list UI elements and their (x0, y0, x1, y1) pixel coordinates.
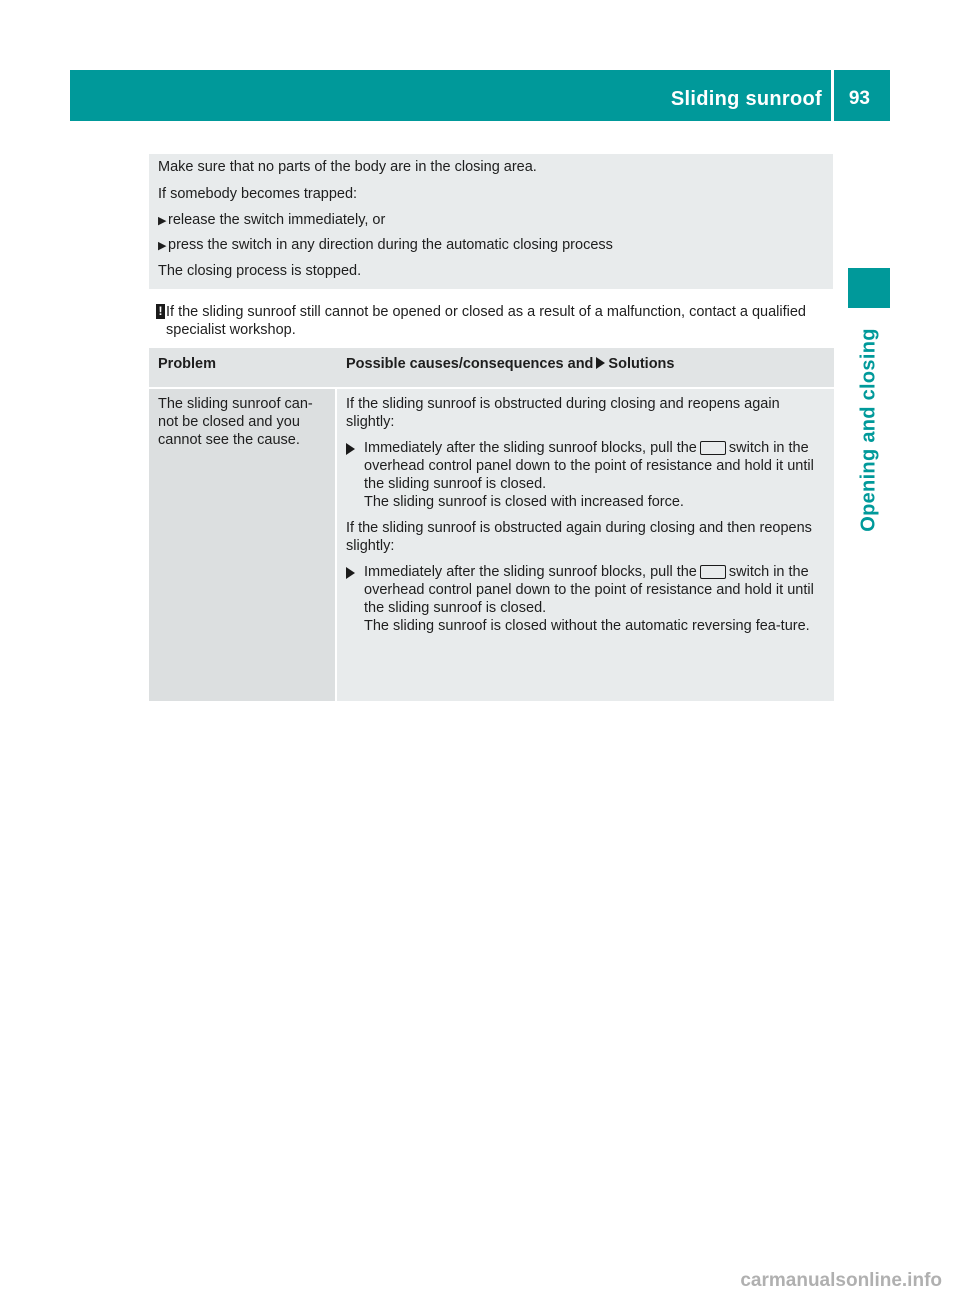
section-title: Sliding sunroof (670, 88, 822, 110)
list-item-text: release the switch immediately, or (168, 212, 386, 228)
list-item (158, 237, 824, 256)
notice-text: If the sliding sunroof still cannot be opened or closed as a result of a malfunction, contact a qualified specialist workshop. (166, 304, 806, 338)
cause-text: If the sliding sunroof is obstructed during closing and reopens again slightly: (346, 396, 780, 430)
action-step (346, 563, 828, 635)
column-header-problem: Problem (149, 348, 337, 387)
action-arrow-icon (346, 567, 355, 579)
warning-line: The closing process is stopped. (158, 263, 362, 279)
cause-text: If the sliding sunroof is obstructed again during closing and then reopens slightly: (346, 520, 812, 554)
warning-box (149, 154, 833, 289)
overhead-switch-icon (700, 441, 726, 455)
action-arrow-icon (596, 357, 605, 369)
chapter-label: Opening and closing (857, 328, 880, 532)
header-solutions-prefix: Possible causes/consequences and (346, 356, 594, 372)
action-step (346, 439, 828, 511)
step-result: The sliding sunroof is closed without the automatic reversing fea-ture. (364, 618, 810, 634)
table-row (149, 387, 834, 701)
overhead-switch-icon (700, 565, 726, 579)
watermark: carmanualsonline.info (740, 1270, 942, 1291)
triangle-bullet-icon: ▶ (158, 240, 167, 252)
warning-line: Make sure that no parts of the body are in the closing area. (158, 159, 537, 175)
triangle-bullet-icon: ▶ (158, 215, 167, 227)
chapter-tab-marker (848, 268, 890, 308)
page-header (70, 70, 890, 121)
warning-line: If somebody becomes trapped: (158, 186, 358, 202)
column-header-solutions (337, 348, 834, 387)
step-text: Immediately after the sliding sunroof blocks, pull the (364, 440, 697, 456)
step-result: The sliding sunroof is closed with increased force. (364, 494, 684, 510)
header-divider (831, 70, 834, 121)
step-text: switch in the overhead control panel down to the point of resistance and hold it until the sliding sunroof is closed. (364, 564, 814, 616)
list-item (158, 212, 824, 231)
header-solutions-suffix: Solutions (608, 356, 675, 372)
solutions-cell (337, 387, 834, 701)
action-arrow-icon (346, 443, 355, 455)
step-text: Immediately after the sliding sunroof blocks, pull the (364, 564, 697, 580)
table-header-row (149, 348, 834, 387)
problem-cell: The sliding sunroof can-not be closed and you cannot see the cause. (149, 387, 337, 701)
step-text: switch in the overhead control panel down to the point of resistance and hold it until the sliding sunroof is closed. (364, 440, 814, 492)
exclamation-icon: ! (156, 304, 165, 319)
list-item-text: press the switch in any direction during the automatic closing process (168, 237, 613, 253)
notice (150, 303, 840, 339)
problem-table (149, 348, 834, 701)
page-number: 93 (848, 88, 870, 109)
